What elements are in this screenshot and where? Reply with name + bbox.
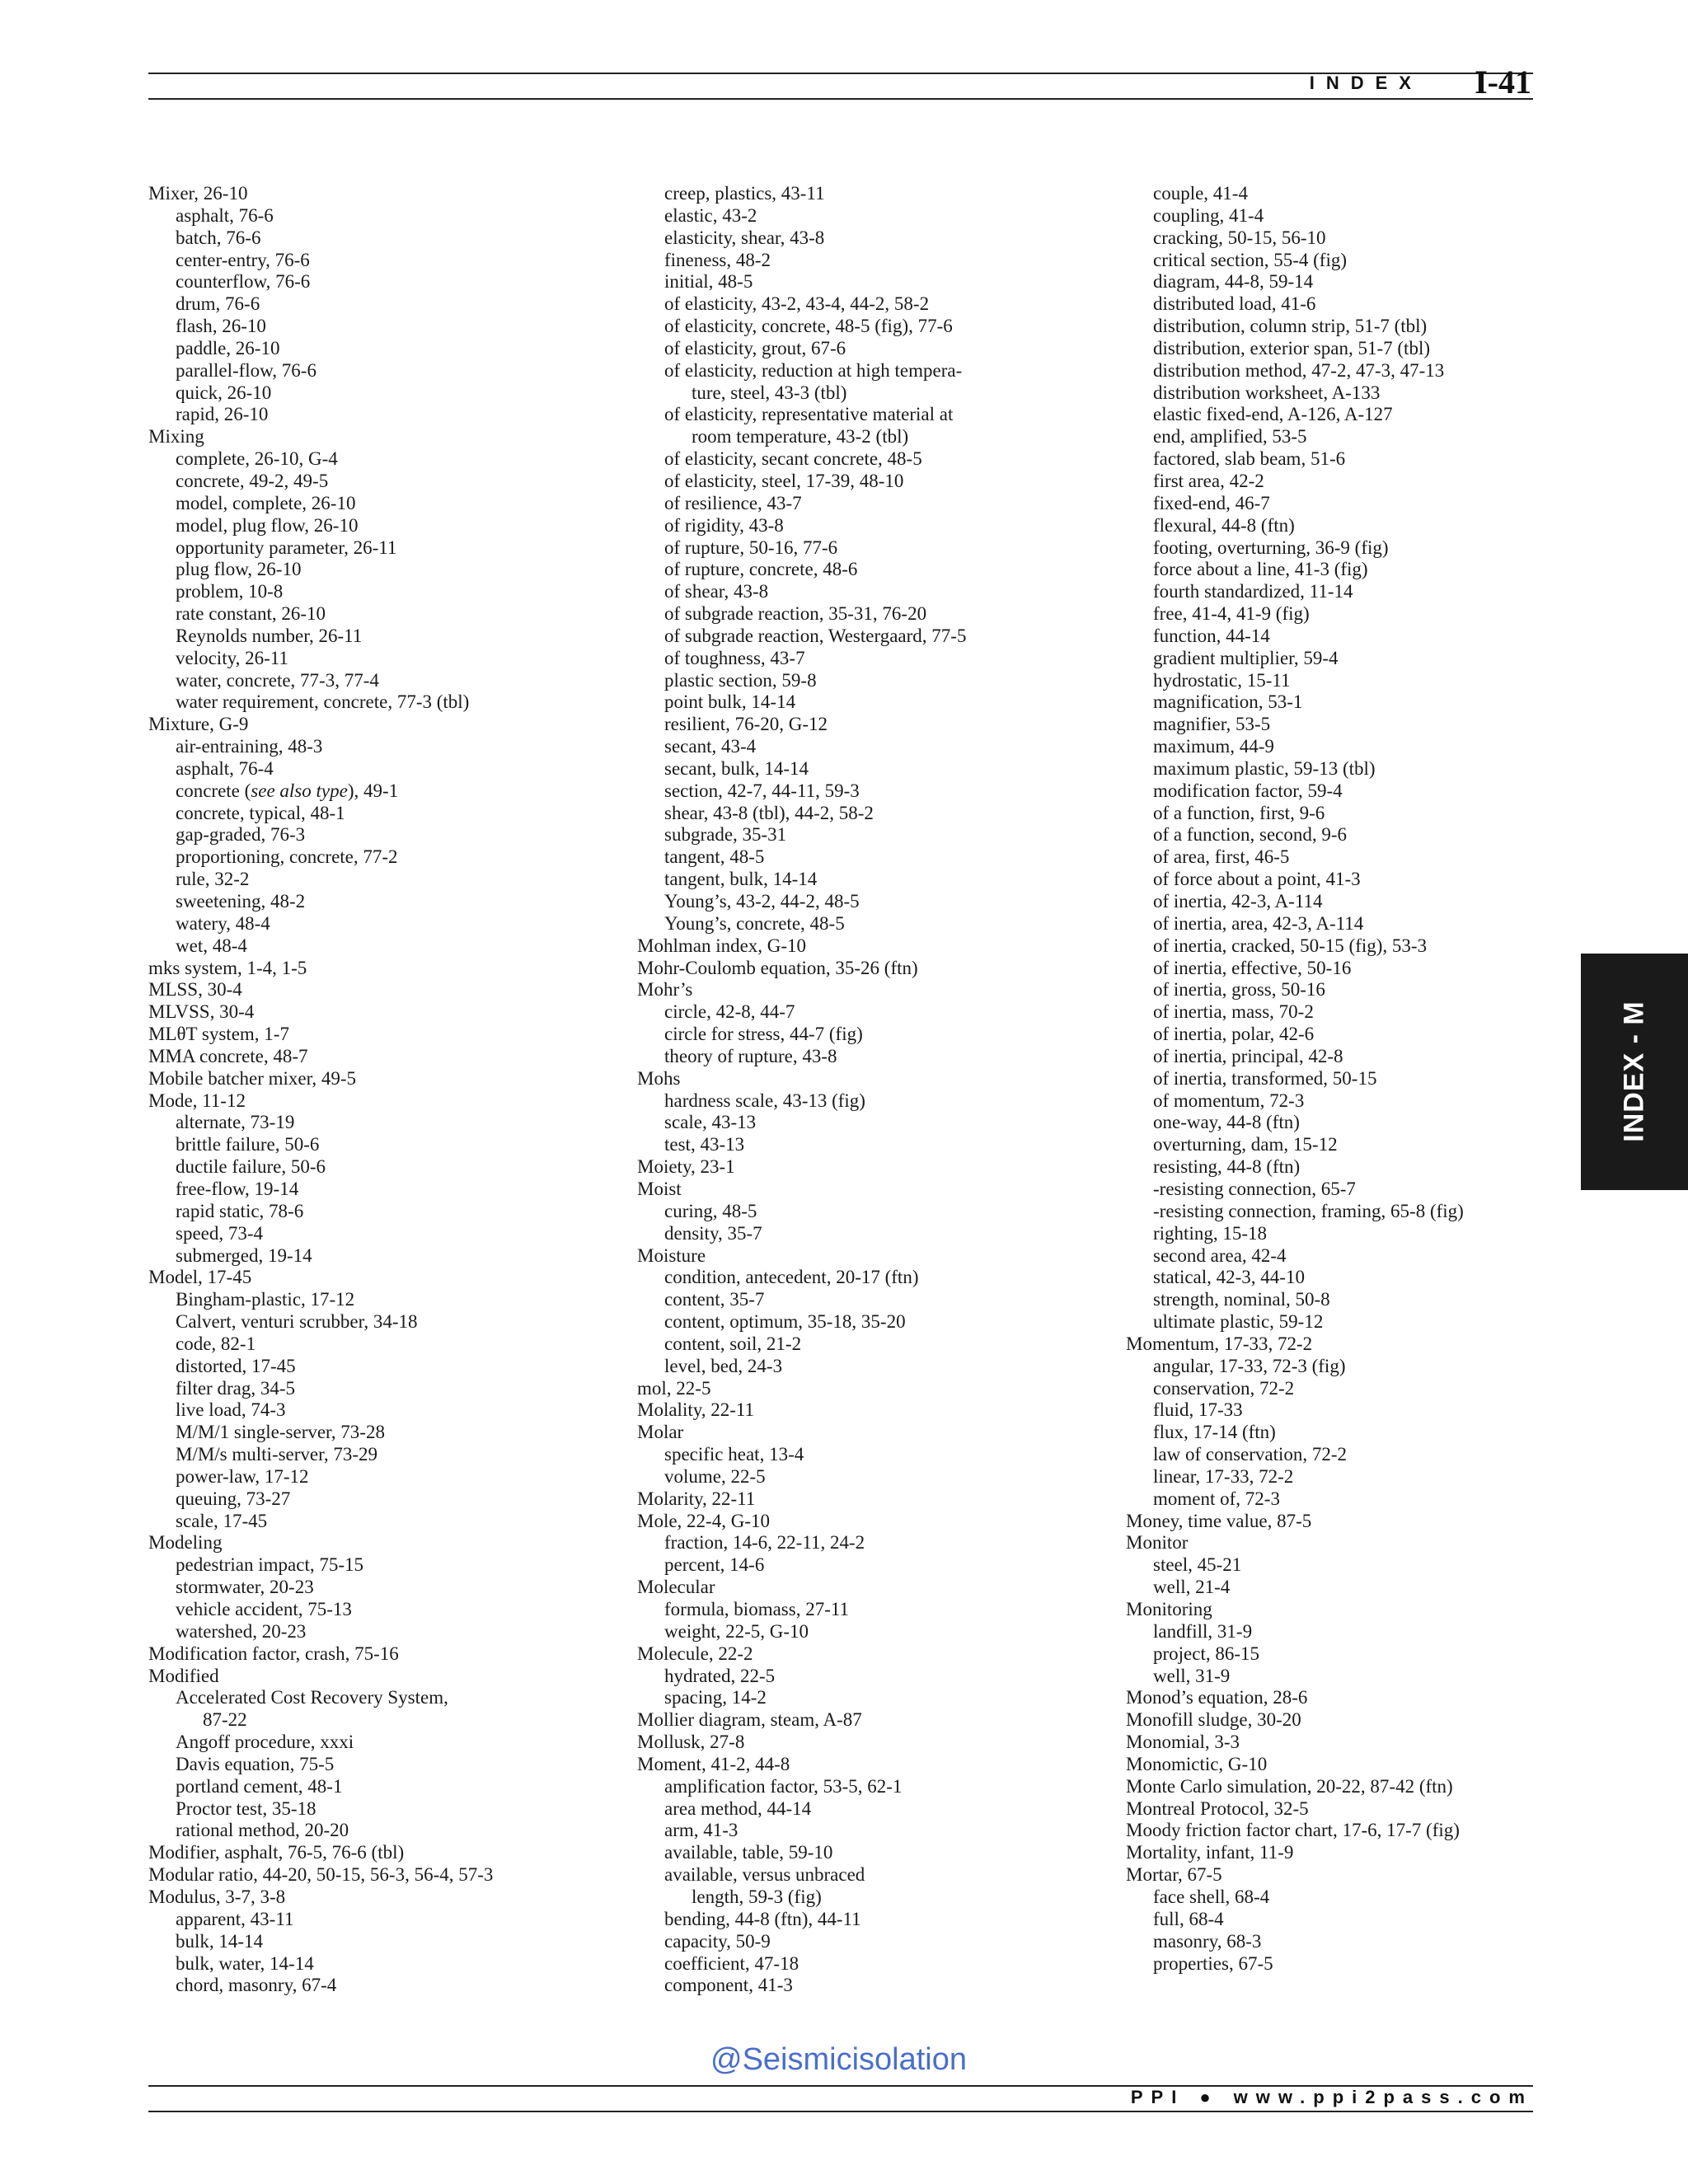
index-entry: Mode, 11-12 [148, 1090, 246, 1111]
index-subentry: Proctor test, 35-18 [176, 1797, 316, 1819]
index-subentry: fourth standardized, 11-14 [1153, 581, 1353, 602]
index-subentry: angular, 17-33, 72-3 (fig) [1153, 1355, 1346, 1376]
index-subentry: fixed-end, 46-7 [1153, 492, 1270, 513]
index-subentry: of inertia, principal, 42-8 [1153, 1045, 1343, 1066]
index-subentry: cracking, 50-15, 56-10 [1153, 227, 1326, 248]
index-subentry: M/M/s multi-server, 73-29 [176, 1444, 378, 1465]
index-subentry: content, 35-7 [664, 1289, 765, 1310]
footer-url: www.ppi2pass.com [1233, 2087, 1533, 2107]
index-entry: MMA concrete, 48-7 [148, 1045, 308, 1066]
index-subentry: bending, 44-8 (ftn), 44-11 [664, 1908, 861, 1929]
index-subentry: Young’s, concrete, 48-5 [664, 912, 845, 934]
index-subentry: sweetening, 48-2 [176, 891, 306, 912]
index-subentry-continuation: length, 59-3 (fig) [692, 1886, 822, 1907]
index-subentry: rapid, 26-10 [176, 404, 269, 425]
index-subentry: free-flow, 19-14 [176, 1178, 299, 1199]
index-subentry: function, 44-14 [1153, 625, 1270, 646]
index-subentry: Accelerated Cost Recovery System, [176, 1687, 448, 1708]
index-entry: Mortality, infant, 11-9 [1126, 1842, 1294, 1863]
index-subentry: rational method, 20-20 [176, 1820, 349, 1841]
index-subentry: well, 31-9 [1153, 1665, 1231, 1686]
index-entry: Moiety, 23-1 [637, 1156, 735, 1178]
index-subentry: density, 35-7 [664, 1222, 762, 1244]
index-subentry: apparent, 43-11 [176, 1908, 294, 1929]
index-subentry: conservation, 72-2 [1153, 1377, 1295, 1399]
index-entry: Money, time value, 87-5 [1126, 1510, 1312, 1531]
page-number: I-41 [1475, 63, 1531, 101]
index-subentry: of elasticity, reduction at high tempera- [664, 359, 963, 381]
index-subentry: available, versus unbraced [664, 1864, 865, 1886]
index-subentry: plug flow, 26-10 [176, 559, 302, 580]
running-header-label: INDEX [1309, 73, 1423, 93]
index-entry: Moist [637, 1178, 682, 1199]
index-subentry: spacing, 14-2 [664, 1687, 767, 1708]
index-subentry: of force about a point, 41-3 [1153, 869, 1361, 890]
index-subentry: weight, 22-5, G-10 [664, 1620, 809, 1642]
index-subentry: of elasticity, steel, 17-39, 48-10 [664, 470, 904, 491]
index-subentry: distorted, 17-45 [176, 1355, 296, 1376]
index-subentry: -resisting connection, 65-7 [1153, 1178, 1356, 1199]
index-entry: Monte Carlo simulation, 20-22, 87-42 (ftn) [1126, 1775, 1453, 1797]
index-subentry: complete, 26-10, G-4 [176, 448, 338, 470]
index-subentry: hardness scale, 43-13 (fig) [664, 1090, 865, 1111]
index-subentry: batch, 76-6 [176, 227, 261, 248]
index-subentry: concrete, typical, 48-1 [176, 802, 345, 823]
index-subentry: magnifier, 53-5 [1153, 714, 1271, 735]
index-subentry: curing, 48-5 [664, 1200, 757, 1221]
index-subentry: chord, masonry, 67-4 [176, 1975, 337, 1996]
index-subentry: masonry, 68-3 [1153, 1930, 1262, 1952]
index-column-2 [637, 183, 966, 1997]
index-entry: Modular ratio, 44-20, 50-15, 56-3, 56-4, 57-3 [148, 1864, 494, 1886]
index-entry: Mohr-Coulomb equation, 35-26 (ftn) [637, 957, 918, 978]
index-entry: Mixing [148, 426, 204, 448]
index-subentry: bulk, water, 14-14 [176, 1952, 314, 1974]
index-subentry: distribution worksheet, A-133 [1153, 382, 1381, 403]
index-subentry: filter drag, 34-5 [176, 1377, 295, 1399]
index-subentry: asphalt, 76-4 [176, 757, 274, 779]
index-subentry: coefficient, 47-18 [664, 1952, 799, 1974]
index-entry: Montreal Protocol, 32-5 [1126, 1797, 1309, 1819]
index-subentry: distribution method, 47-2, 47-3, 47-13 [1153, 359, 1445, 381]
index-subentry: fluid, 17-33 [1153, 1399, 1243, 1421]
index-subentry: steel, 45-21 [1153, 1554, 1242, 1576]
index-subentry: Davis equation, 75-5 [176, 1753, 335, 1774]
index-subentry: of inertia, transformed, 50-15 [1153, 1067, 1377, 1089]
index-subentry: water, concrete, 77-3, 77-4 [176, 669, 379, 691]
index-subentry: second area, 42-4 [1153, 1244, 1287, 1266]
index-subentry: of subgrade reaction, Westergaard, 77-5 [664, 625, 967, 646]
index-entry: Mortar, 67-5 [1126, 1864, 1222, 1886]
index-subentry: end, amplified, 53-5 [1153, 426, 1307, 448]
footer-rule-bottom [148, 2111, 1533, 2112]
index-subentry: speed, 73-4 [176, 1222, 264, 1244]
index-entry: Monod’s equation, 28-6 [1126, 1687, 1308, 1708]
index-subentry: area method, 44-14 [664, 1797, 812, 1819]
index-subentry: Young’s, 43-2, 44-2, 48-5 [664, 891, 860, 912]
index-subentry: of elasticity, concrete, 48-5 (fig), 77-6 [664, 316, 953, 337]
index-column-1 [148, 183, 493, 1997]
index-subentry: water requirement, concrete, 77-3 (tbl) [176, 691, 470, 713]
index-subentry: elastic fixed-end, A-126, A-127 [1153, 404, 1393, 425]
index-subentry: amplification factor, 53-5, 62-1 [664, 1775, 903, 1797]
index-subentry: flash, 26-10 [176, 316, 266, 337]
index-subentry: maximum, 44-9 [1153, 736, 1274, 757]
index-subentry: watery, 48-4 [176, 912, 270, 934]
index-subentry: wet, 48-4 [176, 935, 247, 956]
index-subentry: concrete (see also type), 49-1 [176, 780, 399, 801]
index-subentry: resisting, 44-8 (ftn) [1153, 1156, 1301, 1178]
index-subentry: flexural, 44-8 (ftn) [1153, 514, 1295, 536]
index-subentry: theory of rupture, 43-8 [664, 1045, 837, 1066]
index-subentry: queuing, 73-27 [176, 1488, 291, 1509]
index-subentry: specific heat, 13-4 [664, 1444, 804, 1465]
index-subentry: content, optimum, 35-18, 35-20 [664, 1311, 906, 1333]
index-entry: Mohr’s [637, 979, 693, 1001]
index-subentry: asphalt, 76-6 [176, 204, 274, 226]
index-subentry: tangent, bulk, 14-14 [664, 869, 818, 890]
index-subentry: of toughness, 43-7 [664, 647, 805, 668]
index-subentry: of elasticity, 43-2, 43-4, 44-2, 58-2 [664, 293, 930, 315]
index-subentry: distribution, exterior span, 51-7 (tbl) [1153, 337, 1430, 359]
index-subentry: component, 41-3 [664, 1975, 793, 1996]
index-subentry: of elasticity, grout, 67-6 [664, 337, 846, 359]
index-subentry: of rupture, 50-16, 77-6 [664, 537, 838, 558]
index-entry: Momentum, 17-33, 72-2 [1126, 1333, 1313, 1354]
index-entry: Model, 17-45 [148, 1267, 252, 1288]
index-subentry: submerged, 19-14 [176, 1244, 312, 1266]
index-subentry: of resilience, 43-7 [664, 492, 802, 513]
index-subentry: section, 42-7, 44-11, 59-3 [664, 780, 860, 801]
index-subentry: watershed, 20-23 [176, 1620, 307, 1642]
index-subentry: quick, 26-10 [176, 382, 272, 403]
index-subentry: test, 43-13 [664, 1134, 745, 1155]
index-subentry: available, table, 59-10 [664, 1842, 833, 1863]
index-subentry: volume, 22-5 [664, 1465, 766, 1487]
index-column-3 [1126, 183, 1464, 1975]
index-subentry: flux, 17-14 (ftn) [1153, 1422, 1276, 1443]
index-subentry: of inertia, 42-3, A-114 [1153, 891, 1323, 912]
index-subentry: coupling, 41-4 [1153, 204, 1264, 226]
index-subentry: parallel-flow, 76-6 [176, 359, 316, 381]
index-subentry: of inertia, area, 42-3, A-114 [1153, 912, 1364, 934]
index-subentry: of inertia, effective, 50-16 [1153, 957, 1352, 978]
footer-publisher: PPI [1130, 2087, 1185, 2107]
index-subentry-continuation: ture, steel, 43-3 (tbl) [692, 382, 847, 403]
index-subentry: concrete, 49-2, 49-5 [176, 470, 329, 491]
index-entry: Molecule, 22-2 [637, 1643, 753, 1664]
index-entry: Modified [148, 1665, 219, 1686]
index-subentry: air-entraining, 48-3 [176, 736, 323, 757]
index-subentry: of rupture, concrete, 48-6 [664, 559, 858, 580]
index-subentry: secant, bulk, 14-14 [664, 757, 809, 779]
section-tab-label: INDEX - M [1618, 1001, 1650, 1142]
index-subentry: diagram, 44-8, 59-14 [1153, 271, 1314, 293]
index-subentry: magnification, 53-1 [1153, 691, 1303, 713]
index-subentry: of rigidity, 43-8 [664, 514, 784, 536]
index-subentry: fraction, 14-6, 22-11, 24-2 [664, 1532, 865, 1554]
index-subentry: drum, 76-6 [176, 293, 260, 315]
index-subentry: well, 21-4 [1153, 1577, 1231, 1598]
index-subentry: formula, biomass, 27-11 [664, 1599, 850, 1619]
index-subentry: critical section, 55-4 (fig) [1153, 249, 1348, 270]
index-entry: MLVSS, 30-4 [148, 1001, 255, 1023]
index-subentry: Calvert, venturi scrubber, 34-18 [176, 1311, 418, 1333]
index-subentry: of a function, second, 9-6 [1153, 824, 1348, 846]
index-subentry: hydrostatic, 15-11 [1153, 669, 1291, 691]
index-subentry: one-way, 44-8 (ftn) [1153, 1112, 1300, 1133]
index-subentry: Angoff procedure, xxxi [176, 1732, 354, 1753]
index-subentry: initial, 48-5 [664, 271, 753, 293]
index-subentry: of subgrade reaction, 35-31, 76-20 [664, 603, 927, 625]
index-subentry: properties, 67-5 [1153, 1952, 1273, 1974]
index-subentry: of inertia, cracked, 50-15 (fig), 53-3 [1153, 935, 1428, 956]
index-entry: Mollier diagram, steam, A-87 [637, 1709, 862, 1731]
index-subentry: paddle, 26-10 [176, 337, 280, 359]
index-subentry: of inertia, polar, 42-6 [1153, 1024, 1315, 1045]
index-subentry: strength, nominal, 50-8 [1153, 1289, 1330, 1310]
index-entry: Monomictic, G-10 [1126, 1753, 1268, 1774]
index-subentry: shear, 43-8 (tbl), 44-2, 58-2 [664, 802, 874, 823]
watermark-text: @Seismicisolation [710, 2042, 968, 2077]
footer-bullet-icon: ● [1199, 2087, 1219, 2107]
index-subentry: free, 41-4, 41-9 (fig) [1153, 603, 1310, 625]
index-entry: Mixer, 26-10 [148, 183, 248, 204]
index-entry: mol, 22-5 [637, 1377, 711, 1399]
index-subentry: elastic, 43-2 [664, 204, 757, 226]
index-subentry: portland cement, 48-1 [176, 1775, 343, 1797]
index-entry: Monofill sludge, 30-20 [1126, 1709, 1301, 1731]
header-rule-bottom [148, 98, 1533, 100]
index-subentry: linear, 17-33, 72-2 [1153, 1465, 1294, 1487]
index-subentry: face shell, 68-4 [1153, 1886, 1270, 1907]
index-subentry: model, plug flow, 26-10 [176, 514, 359, 536]
index-subentry: circle, 42-8, 44-7 [664, 1001, 795, 1023]
index-subentry: counterflow, 76-6 [176, 271, 311, 293]
index-subentry: project, 86-15 [1153, 1643, 1260, 1664]
index-entry: Moody friction factor chart, 17-6, 17-7 (fig) [1126, 1820, 1460, 1841]
index-subentry: gradient multiplier, 59-4 [1153, 647, 1339, 668]
index-subentry: secant, 43-4 [664, 736, 757, 757]
index-subentry: of a function, first, 9-6 [1153, 802, 1325, 823]
index-entry: Modification factor, crash, 75-16 [148, 1643, 399, 1664]
index-subentry: arm, 41-3 [664, 1820, 738, 1841]
index-subentry: -resisting connection, framing, 65-8 (fig) [1153, 1200, 1464, 1221]
index-subentry: moment of, 72-3 [1153, 1488, 1280, 1509]
index-subentry: tangent, 48-5 [664, 846, 765, 868]
index-subentry: percent, 14-6 [664, 1554, 765, 1576]
index-subentry: Reynolds number, 26-11 [176, 625, 363, 646]
index-subentry: circle for stress, 44-7 (fig) [664, 1024, 863, 1045]
index-subentry: code, 82-1 [176, 1333, 256, 1354]
index-entry: mks system, 1-4, 1-5 [148, 957, 307, 978]
index-subentry: statical, 42-3, 44-10 [1153, 1267, 1305, 1288]
index-subentry: content, soil, 21-2 [664, 1333, 802, 1354]
section-thumb-tab [1581, 954, 1688, 1190]
index-entry: Molality, 22-11 [637, 1399, 755, 1421]
index-subentry: distribution, column strip, 51-7 (tbl) [1153, 316, 1428, 337]
index-subentry: brittle failure, 50-6 [176, 1134, 320, 1155]
index-subentry: hydrated, 22-5 [664, 1665, 776, 1686]
index-subentry: scale, 43-13 [664, 1112, 757, 1133]
index-entry: Monitor [1126, 1532, 1189, 1554]
index-entry: Monitoring [1126, 1599, 1212, 1619]
index-subentry: rate constant, 26-10 [176, 603, 326, 625]
index-entry: Mobile batcher mixer, 49-5 [148, 1067, 357, 1089]
index-subentry: level, bed, 24-3 [664, 1355, 783, 1376]
index-subentry: maximum plastic, 59-13 (tbl) [1153, 757, 1376, 779]
index-subentry: law of conservation, 72-2 [1153, 1444, 1348, 1465]
index-entry: MLθT system, 1-7 [148, 1024, 289, 1045]
index-subentry: righting, 15-18 [1153, 1222, 1267, 1244]
index-subentry: live load, 74-3 [176, 1399, 286, 1421]
index-subentry: elasticity, shear, 43-8 [664, 227, 825, 248]
index-subentry: of elasticity, representative material at [664, 404, 954, 425]
index-subentry: first area, 42-2 [1153, 470, 1264, 491]
index-subentry: ductile failure, 50-6 [176, 1156, 326, 1178]
index-subentry-continuation: 87-22 [203, 1709, 247, 1731]
index-subentry: rule, 32-2 [176, 869, 250, 890]
index-subentry: center-entry, 76-6 [176, 249, 310, 270]
index-subentry: condition, antecedent, 20-17 (ftn) [664, 1267, 919, 1288]
index-entry: Modeling [148, 1532, 223, 1554]
index-entry: Modifier, asphalt, 76-5, 76-6 (tbl) [148, 1842, 405, 1863]
index-entry: MLSS, 30-4 [148, 979, 242, 1001]
index-subentry: of inertia, gross, 50-16 [1153, 979, 1325, 1001]
index-subentry: problem, 10-8 [176, 581, 284, 602]
index-subentry: landfill, 31-9 [1153, 1620, 1253, 1642]
index-subentry: capacity, 50-9 [664, 1930, 771, 1952]
index-subentry: ultimate plastic, 59-12 [1153, 1311, 1324, 1333]
index-subentry: rapid static, 78-6 [176, 1200, 304, 1221]
index-subentry: subgrade, 35-31 [664, 824, 787, 846]
index-subentry: overturning, dam, 15-12 [1153, 1134, 1338, 1155]
index-subentry: stormwater, 20-23 [176, 1577, 314, 1598]
index-subentry-continuation: room temperature, 43-2 (tbl) [692, 426, 909, 448]
index-entry: Modulus, 3-7, 3-8 [148, 1886, 286, 1907]
index-subentry: alternate, 73-19 [176, 1112, 295, 1133]
index-subentry: of inertia, mass, 70-2 [1153, 1001, 1314, 1023]
index-entry: Mohs [637, 1067, 681, 1089]
index-entry: Moment, 41-2, 44-8 [637, 1753, 790, 1774]
footer-publisher-line [1131, 2087, 1533, 2108]
index-subentry: vehicle accident, 75-13 [176, 1599, 352, 1619]
index-subentry: gap-graded, 76-3 [176, 824, 306, 846]
index-subentry: plastic section, 59-8 [664, 669, 817, 691]
index-entry: Monomial, 3-3 [1126, 1732, 1240, 1753]
index-subentry: modification factor, 59-4 [1153, 780, 1343, 801]
index-entry: Molecular [637, 1577, 715, 1598]
index-subentry: fineness, 48-2 [664, 249, 771, 270]
index-subentry: footing, overturning, 36-9 (fig) [1153, 537, 1389, 558]
index-subentry: of shear, 43-8 [664, 581, 769, 602]
index-subentry: full, 68-4 [1153, 1908, 1224, 1929]
index-subentry: distributed load, 41-6 [1153, 293, 1316, 315]
index-subentry: force about a line, 41-3 (fig) [1153, 559, 1368, 580]
index-subentry: resilient, 76-20, G-12 [664, 714, 828, 735]
index-entry: Molar [637, 1422, 684, 1443]
index-subentry: scale, 17-45 [176, 1510, 268, 1531]
index-subentry: of area, first, 46-5 [1153, 846, 1290, 868]
index-subentry: creep, plastics, 43-11 [664, 183, 825, 204]
index-subentry: opportunity parameter, 26-11 [176, 537, 397, 558]
index-subentry: of momentum, 72-3 [1153, 1090, 1305, 1111]
index-subentry: pedestrian impact, 75-15 [176, 1554, 364, 1576]
index-subentry: bulk, 14-14 [176, 1930, 264, 1952]
index-subentry: couple, 41-4 [1153, 183, 1248, 204]
index-subentry: M/M/1 single-server, 73-28 [176, 1422, 385, 1443]
index-subentry: power-law, 17-12 [176, 1465, 309, 1487]
index-subentry: proportioning, concrete, 77-2 [176, 846, 398, 868]
index-entry: Mole, 22-4, G-10 [637, 1510, 770, 1531]
index-entry: Mohlman index, G-10 [637, 935, 807, 956]
index-entry: Molarity, 22-11 [637, 1488, 756, 1509]
index-entry: Mollusk, 27-8 [637, 1732, 745, 1753]
index-subentry: Bingham-plastic, 17-12 [176, 1289, 355, 1310]
index-subentry: velocity, 26-11 [176, 647, 288, 668]
index-subentry: factored, slab beam, 51-6 [1153, 448, 1346, 470]
index-subentry: model, complete, 26-10 [176, 492, 356, 513]
index-subentry: point bulk, 14-14 [664, 691, 796, 713]
index-entry: Mixture, G-9 [148, 714, 249, 735]
index-entry: Moisture [637, 1244, 706, 1266]
index-subentry: of elasticity, secant concrete, 48-5 [664, 448, 922, 470]
